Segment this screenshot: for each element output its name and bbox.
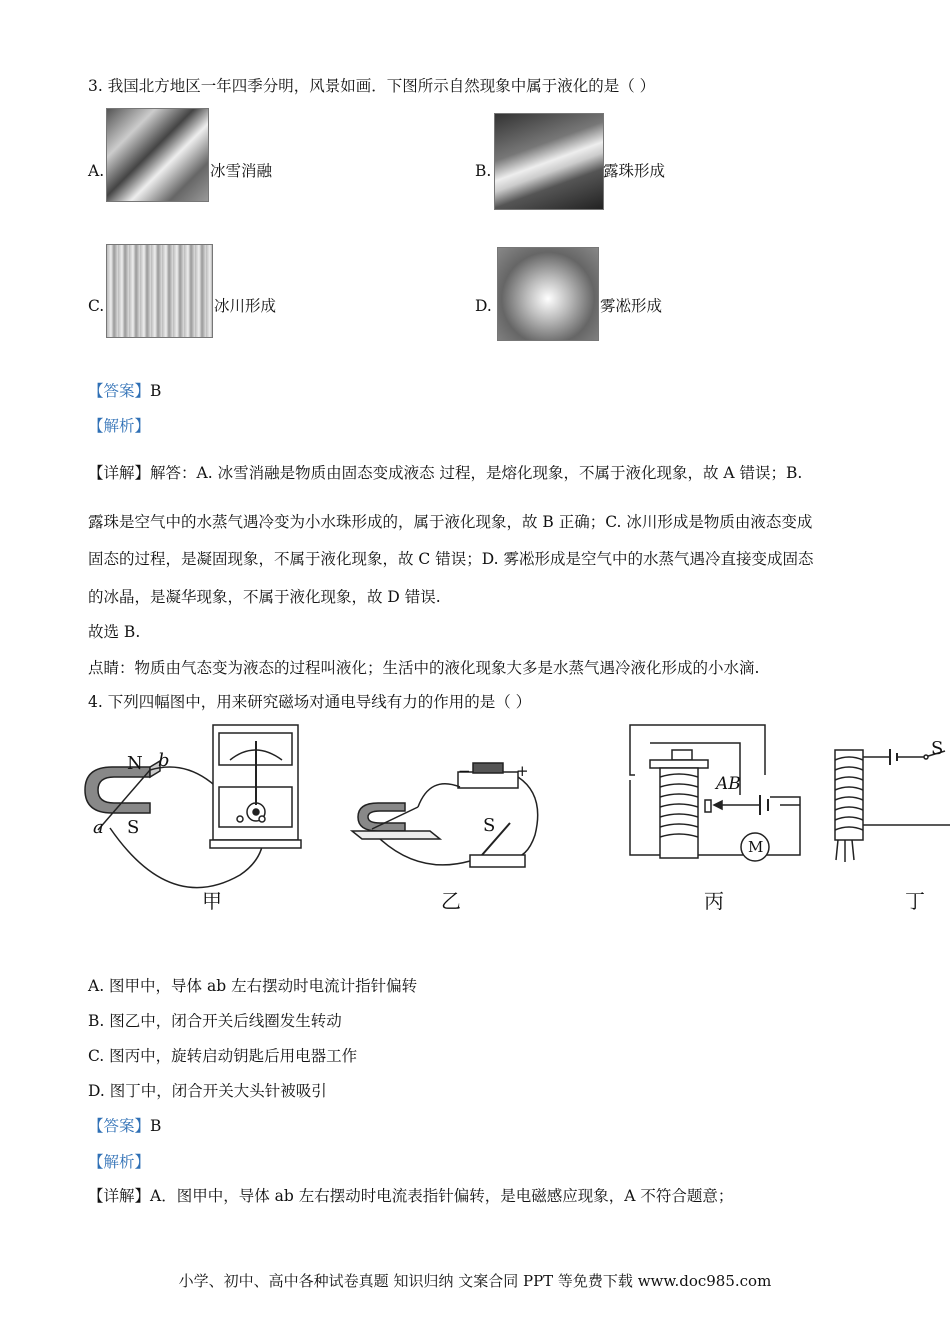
- q4-option-d: D. 图丁中，闭合开关大头针被吸引: [88, 1082, 327, 1100]
- yi-plus-label: +: [516, 762, 529, 780]
- bing-m-label: M: [748, 838, 764, 856]
- jia-b-label: b: [158, 750, 170, 771]
- q4-option-a: A. 图甲中，导体 ab 左右摆动时电流计指针偏转: [88, 977, 418, 995]
- figure-ding-diagram: [835, 749, 950, 862]
- q3-stem: 3. 我国北方地区一年四季分明，风景如画．下图所示自然现象中属于液化的是（ ）: [88, 77, 656, 95]
- q3-option-a-image: [106, 108, 209, 202]
- q3-option-d-letter: D.: [475, 297, 492, 315]
- answer-tag: 【答案】: [88, 1117, 151, 1135]
- q4-detail: [88, 1186, 733, 1206]
- q3-option-d-image: [497, 247, 599, 341]
- q3-option-b-image: [494, 113, 604, 210]
- answer-tag: 【答案】: [88, 382, 151, 400]
- yi-s-label: S: [483, 815, 496, 836]
- q4-option-b: B. 图乙中，闭合开关后线圈发生转动: [88, 1012, 342, 1030]
- detail-tag: 【详解】: [88, 464, 151, 482]
- yi-minus-label: −: [458, 762, 471, 780]
- q4-option-c: C. 图丙中，旋转启动钥匙后用电器工作: [88, 1047, 358, 1065]
- detail-text: A．图甲中，导体 ab 左右摆动时电流表指针偏转，是电磁感应现象，A 不符合题意；: [150, 1187, 734, 1205]
- jia-n-label: N: [127, 753, 143, 774]
- q3-option-b-letter: B.: [475, 162, 492, 180]
- figure-bing-diagram: [630, 725, 800, 861]
- q3-detail-line-2: 露珠是空气中的水蒸气遇冷变为小水珠形成的，属于液化现象，故 B 正确；C. 冰川形成是物质由液态变成: [88, 513, 813, 531]
- q3-detail-line-3: 固态的过程，是凝固现象，不属于液化现象，故 C 错误；D. 雾凇形成是空气中的水蒸气遇冷直接变成固态: [88, 550, 814, 568]
- q3-option-d-text: 雾凇形成: [600, 297, 663, 315]
- detail-tag: 【详解】: [88, 1187, 151, 1205]
- figure-yi-diagram: [352, 763, 538, 867]
- figure-label-yi: 乙: [441, 889, 461, 913]
- q3-option-c-image: [106, 244, 213, 338]
- q3-answer: [88, 381, 161, 401]
- jia-s-label: S: [127, 817, 140, 838]
- q3-option-c-letter: C.: [88, 297, 105, 315]
- q4-answer: [88, 1116, 161, 1136]
- figure-label-ding: 丁: [905, 889, 925, 913]
- bing-ab-label: AB: [716, 774, 741, 794]
- q3-option-c-text: 冰川形成: [214, 297, 277, 315]
- q3-option-a-letter: A.: [88, 162, 105, 180]
- q4-figures: [0, 715, 950, 915]
- detail-text: 解答：A. 冰雪消融是物质由固态变成液态 过程，是熔化现象，不属于液化现象，故 A 错误；B.: [150, 464, 803, 482]
- q3-option-a-text: 冰雪消融: [210, 162, 273, 180]
- q3-choice: 故选 B.: [88, 623, 141, 641]
- jia-a-label: a: [93, 817, 104, 838]
- page-footer: 小学、初中、高中各种试卷真题 知识归纳 文案合同 PPT 等免费下载 www.doc985.com: [178, 1272, 772, 1290]
- answer-value: B: [150, 1117, 162, 1135]
- q3-note: 点睛：物质由气态变为液态的过程叫液化；生活中的液化现象大多是水蒸气遇冷液化形成的小水滴.: [88, 659, 760, 677]
- ding-s-label: S: [931, 738, 944, 759]
- figure-label-jia: 甲: [202, 889, 222, 913]
- q3-analysis-tag: 【解析】: [88, 417, 151, 435]
- q4-analysis-tag: 【解析】: [88, 1153, 151, 1171]
- answer-value: B: [150, 382, 162, 400]
- figure-jia-diagram: [85, 725, 301, 888]
- q4-stem: 4. 下列四幅图中，用来研究磁场对通电导线有力的作用的是（ ）: [88, 693, 532, 711]
- figure-label-bing: 丙: [704, 889, 724, 913]
- q3-detail-line-1: [88, 463, 802, 483]
- q3-detail-line-4: 的冰晶，是凝华现象，不属于液化现象，故 D 错误.: [88, 588, 441, 606]
- q3-option-b-text: 露珠形成: [603, 162, 666, 180]
